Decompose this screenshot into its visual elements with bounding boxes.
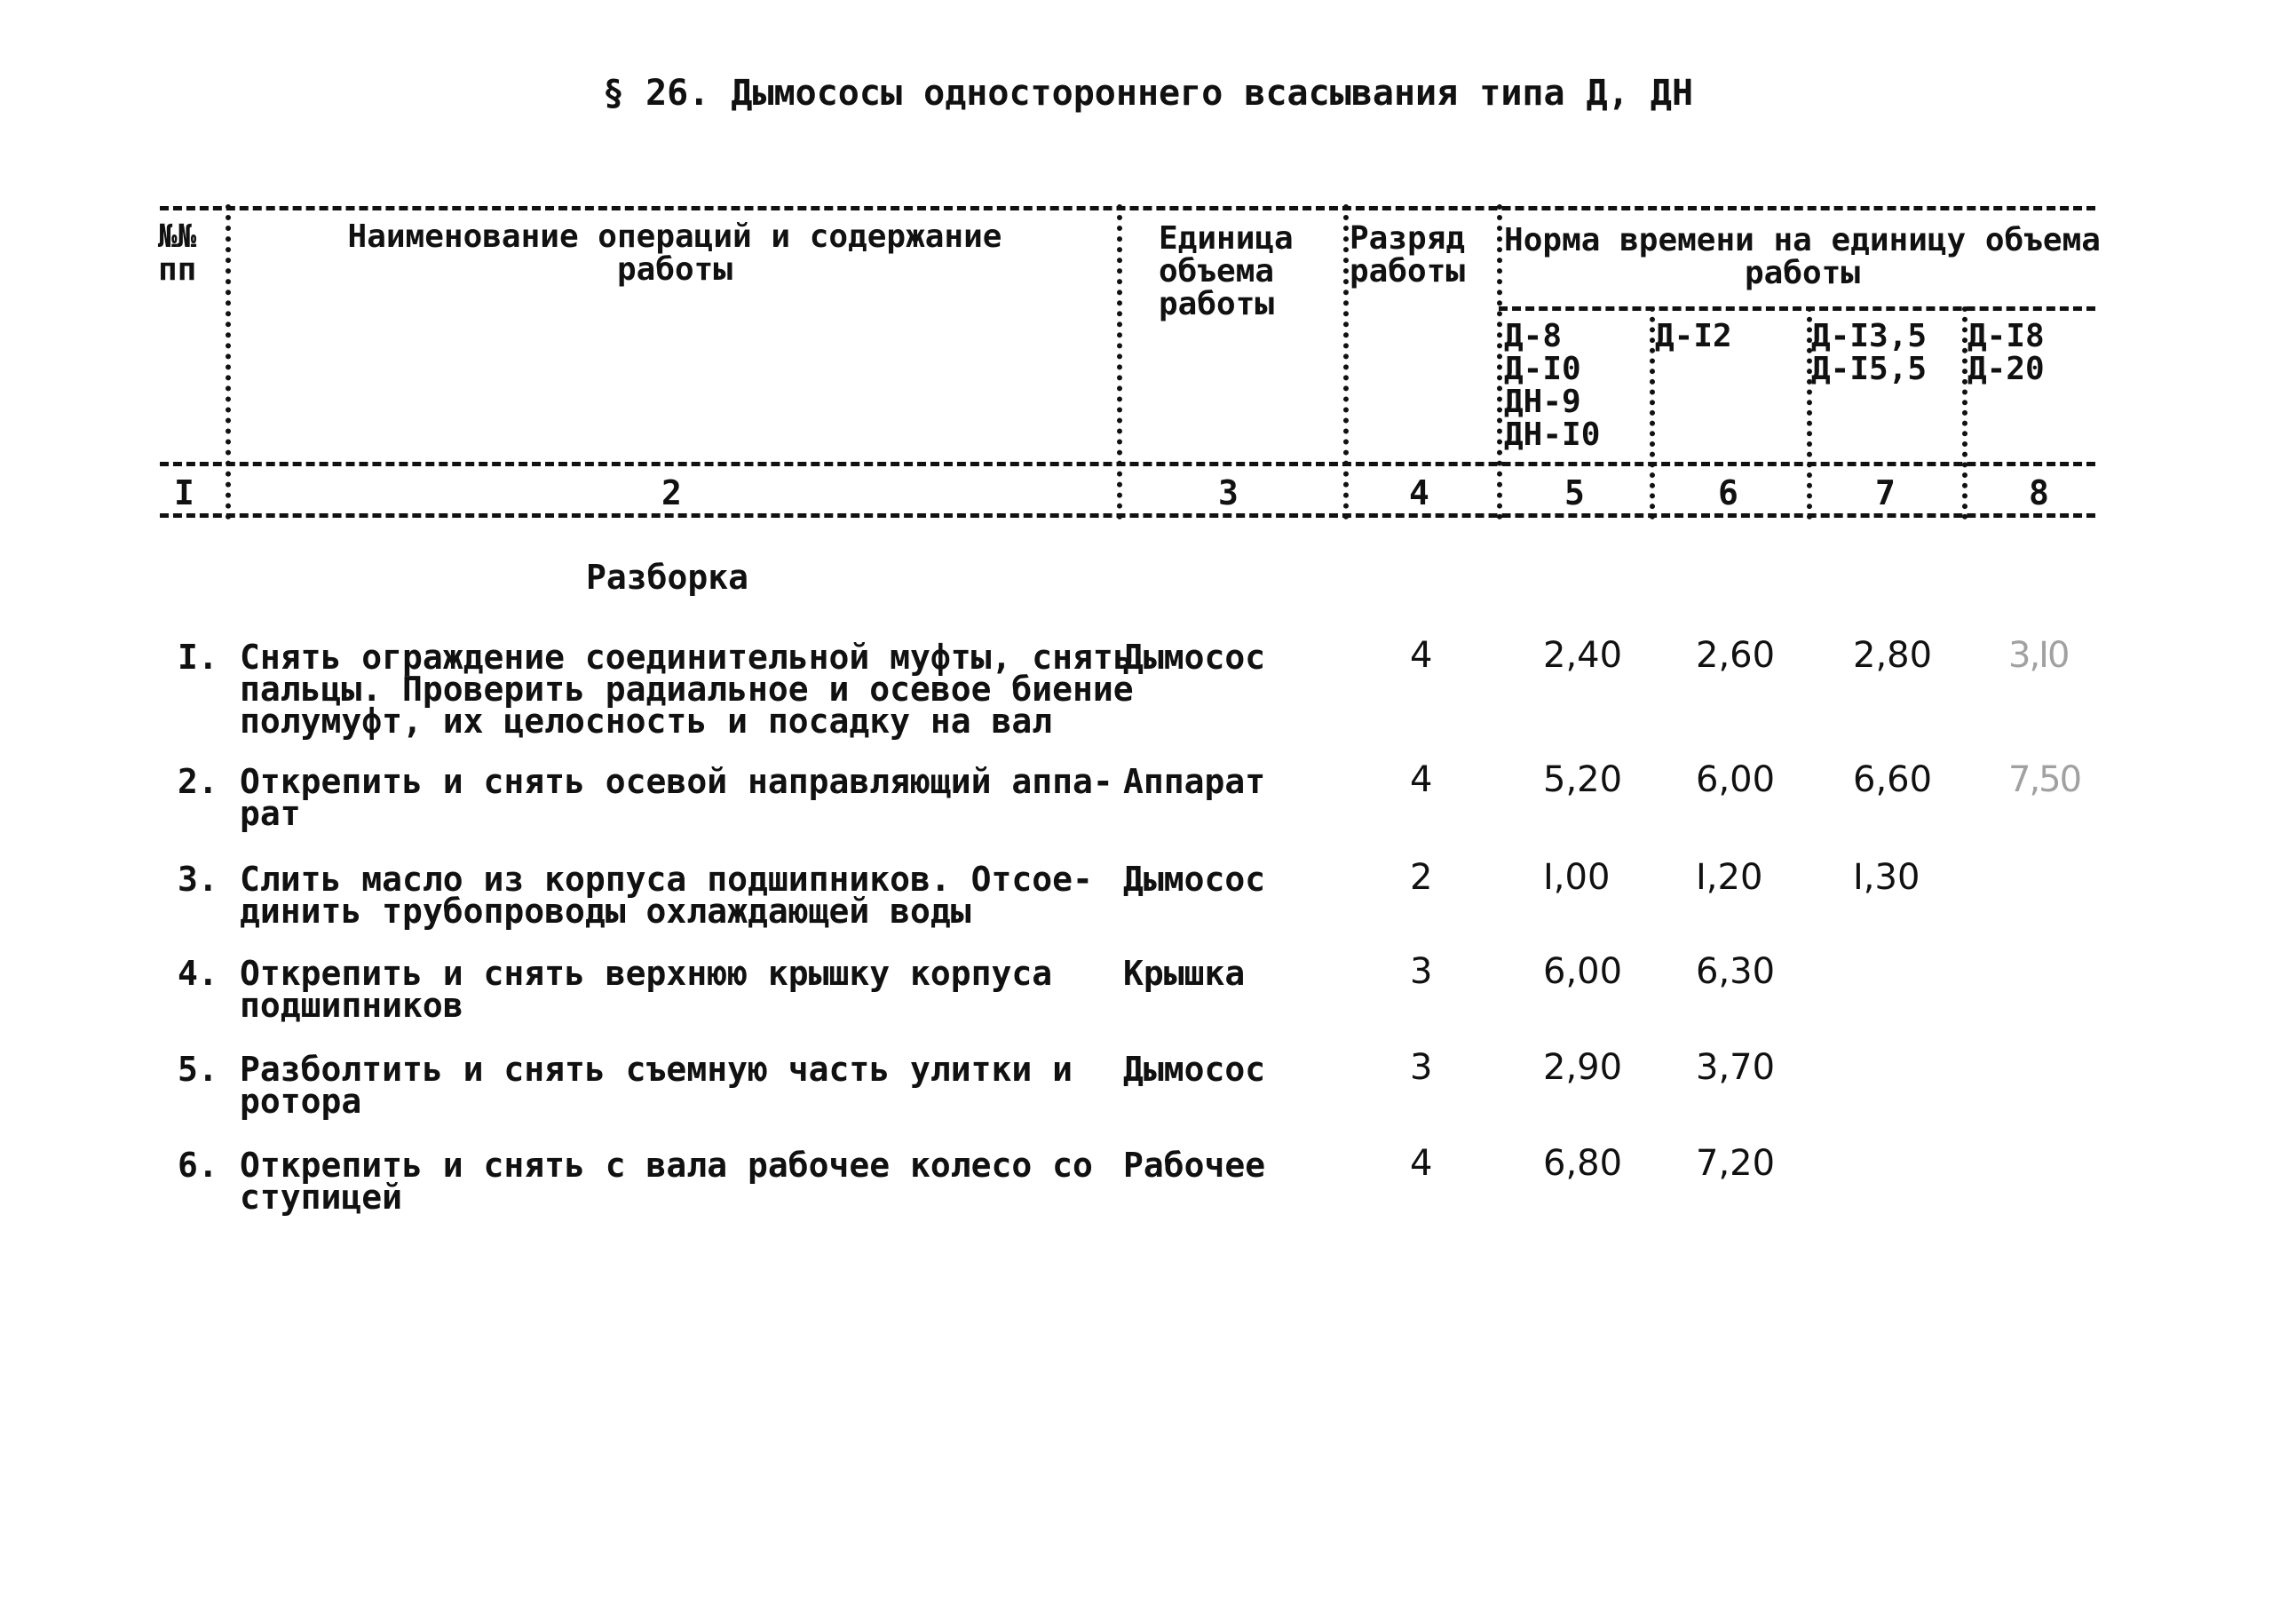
- row-grade: 4: [1410, 635, 1433, 676]
- row-unit: Дымосос: [1123, 1050, 1266, 1089]
- row-text: Открепить и снять осевой направляющий аппа- рат: [240, 762, 1113, 833]
- row-number: 3.: [178, 860, 218, 899]
- row-number: 4.: [178, 954, 218, 993]
- row-v5: 6,80: [1543, 1143, 1623, 1184]
- header-norm: Норма времени на единицу объема работы: [1504, 222, 2101, 291]
- rule-header-bottom: [160, 462, 2095, 466]
- row-number: 5.: [178, 1050, 218, 1089]
- colnum-8: 8: [2029, 473, 2049, 512]
- row-v5: 2,40: [1543, 635, 1623, 676]
- row-v7: 2,80: [1853, 635, 1933, 676]
- row-v5: I,00: [1543, 857, 1611, 898]
- row-grade: 3: [1410, 951, 1433, 992]
- row-v5: 6,00: [1543, 951, 1623, 992]
- row-v5: 2,90: [1543, 1047, 1623, 1088]
- header-sub-6: Д-I2: [1655, 318, 1732, 354]
- row-number: 6.: [178, 1146, 218, 1185]
- divider-2: [1117, 204, 1122, 520]
- header-number: №№ пп: [158, 218, 197, 288]
- row-unit: Рабочее: [1123, 1146, 1266, 1185]
- colnum-6: 6: [1718, 473, 1738, 512]
- row-unit: Крышка: [1123, 954, 1246, 993]
- row-unit: Аппарат: [1123, 762, 1266, 801]
- rule-colnum-bottom: [160, 513, 2095, 518]
- divider-3: [1343, 204, 1349, 520]
- colnum-2: 2: [661, 473, 682, 512]
- row-number: I.: [178, 638, 218, 677]
- row-v8: 3,I0: [2008, 635, 2069, 676]
- header-operation: Наименование операций и содержание работы: [347, 218, 1002, 288]
- colnum-5: 5: [1564, 473, 1585, 512]
- row-grade: 4: [1410, 759, 1433, 800]
- divider-1: [226, 204, 231, 520]
- row-unit: Дымосос: [1123, 638, 1266, 677]
- row-text: Слить масло из корпуса подшипников. Отсое- динить трубопроводы охлаждающей воды: [240, 860, 1093, 931]
- row-text: Снять ограждение соединительной муфты, снять пальцы. Проверить радиальное и осевое биение полумуфт, их целосность и посадку на вал: [240, 638, 1134, 741]
- colnum-3: 3: [1218, 473, 1239, 512]
- rule-top: [160, 206, 2095, 210]
- page-title: § 26. Дымососы одностороннего всасывания типа Д, ДН: [602, 73, 1694, 114]
- header-sub-7: Д-I3,5 Д-I5,5: [1811, 318, 1928, 387]
- header-sub-5: Д-8 Д-I0 ДН-9 ДН-I0: [1504, 318, 1601, 453]
- row-number: 2.: [178, 762, 218, 801]
- row-v7: I,30: [1853, 857, 1920, 898]
- row-v6: 2,60: [1696, 635, 1776, 676]
- row-v6: 6,30: [1696, 951, 1776, 992]
- row-v7: 6,60: [1853, 759, 1933, 800]
- section-title: Разборка: [586, 558, 749, 597]
- row-v6: 6,00: [1696, 759, 1776, 800]
- row-grade: 2: [1410, 857, 1433, 898]
- row-grade: 3: [1410, 1047, 1433, 1088]
- colnum-1: I: [174, 473, 194, 512]
- header-sub-8: Д-I8 Д-20: [1967, 318, 2045, 387]
- row-grade: 4: [1410, 1143, 1433, 1184]
- row-text: Открепить и снять верхнюю крышку корпуса подшипников: [240, 954, 1053, 1025]
- colnum-4: 4: [1409, 473, 1429, 512]
- row-v6: 7,20: [1696, 1143, 1776, 1184]
- row-text: Открепить и снять с вала рабочее колесо со ступицей: [240, 1146, 1093, 1217]
- row-v6: 3,70: [1696, 1047, 1776, 1088]
- header-unit: Единица объема работы: [1159, 220, 1294, 322]
- rule-norm-sub: [1499, 306, 2095, 311]
- row-v8: 7,50: [2008, 759, 2081, 800]
- header-grade: Разряд работы: [1350, 220, 1466, 290]
- row-unit: Дымосос: [1123, 860, 1266, 899]
- colnum-7: 7: [1875, 473, 1896, 512]
- row-v5: 5,20: [1543, 759, 1623, 800]
- row-text: Разболтить и снять съемную часть улитки и ротора: [240, 1050, 1073, 1121]
- row-v6: I,20: [1696, 857, 1763, 898]
